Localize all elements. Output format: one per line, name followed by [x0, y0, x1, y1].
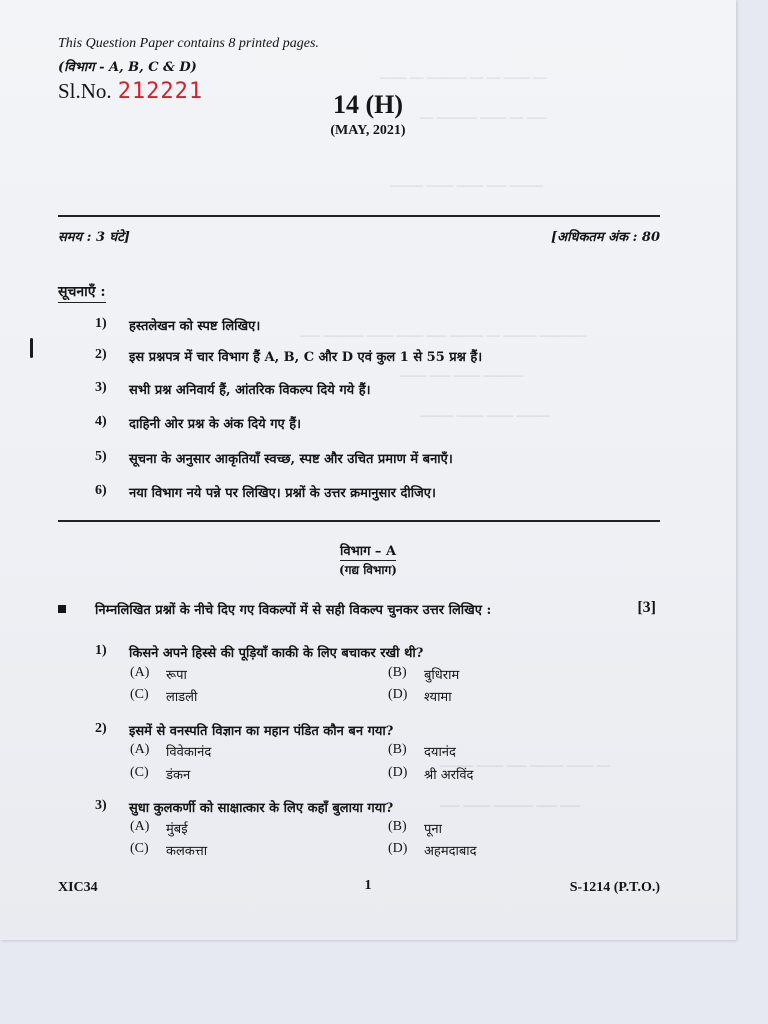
- pages-note: This Question Paper contains 8 printed pages.: [58, 36, 319, 51]
- section-heading: [0, 540, 736, 561]
- question-text: इसमें से वनस्पति विज्ञान का महान पंडित कौन बन गया?: [129, 724, 394, 739]
- show-through-text: ──── ─── ──── ──────: [400, 370, 524, 383]
- option-a: [130, 819, 188, 837]
- instruction-text: हस्तलेखन को स्पष्ट लिखिए।: [129, 319, 261, 334]
- option-d: [388, 687, 452, 705]
- show-through-text: ──── ── ────── ── ── ──── ──: [380, 72, 547, 85]
- question-text-row: [95, 643, 423, 661]
- option-a: [130, 665, 187, 683]
- section-subtitle: (गद्य विभाग): [339, 563, 397, 577]
- instruction-item: [95, 347, 482, 365]
- instruction-number: 4): [95, 414, 107, 429]
- show-through-text: ───── ──── ─── ───── ──── ──: [440, 760, 610, 773]
- option-text: मुंबई: [166, 822, 188, 837]
- question-text-row: [95, 798, 393, 816]
- show-through-text: ───── ──── ──── ─── ─────: [390, 180, 544, 193]
- instruction-number: 5): [95, 449, 107, 464]
- direction-marks: [3]: [637, 599, 656, 616]
- option-text: विवेकानंद: [166, 745, 212, 760]
- option-label: (C): [130, 687, 149, 702]
- option-label: (C): [130, 841, 149, 856]
- question-number: 2): [95, 721, 107, 736]
- time-allowed: समय : 3 घंटे]: [58, 230, 130, 245]
- option-d: [388, 765, 473, 783]
- option-label: (C): [130, 765, 149, 780]
- square-bullet-icon: [58, 605, 66, 613]
- footer-code: XIC34: [58, 880, 98, 895]
- show-through-text: ─── ────── ──── ──── ─── ───── ── ───── ───────: [300, 330, 587, 343]
- option-c: [130, 687, 197, 705]
- option-text: लाडली: [166, 690, 198, 705]
- question-text: किसने अपने हिस्से की पूड़ियाँ काकी के लिए बचाकर रखी थी?: [129, 646, 424, 661]
- section-title: विभाग – A: [340, 541, 396, 561]
- option-label: (A): [130, 819, 150, 834]
- option-label: (B): [388, 742, 407, 757]
- option-text: दयानंद: [424, 745, 456, 760]
- show-through-text: ───── ──── ──── ─────: [420, 410, 550, 423]
- option-b: [388, 742, 456, 760]
- option-label: (D): [388, 841, 408, 856]
- instruction-number: 3): [95, 380, 107, 395]
- exam-date: (MAY, 2021): [330, 123, 406, 138]
- question-number: 1): [95, 643, 107, 658]
- option-label: (A): [130, 665, 150, 680]
- instruction-item: [95, 380, 371, 398]
- option-text: श्री अरविंद: [424, 768, 474, 783]
- option-text: बुधिराम: [424, 668, 460, 683]
- option-label: (D): [388, 765, 408, 780]
- question-number: 3): [95, 798, 107, 813]
- option-b: [388, 819, 442, 837]
- serial-number: 212221: [117, 79, 204, 104]
- option-text: कलकत्ता: [166, 844, 208, 859]
- section-divider: [58, 520, 660, 522]
- question-text: सुधा कुलकर्णी को साक्षात्कार के लिए कहाँ बुलाया गया?: [129, 801, 394, 816]
- option-label: (D): [388, 687, 408, 702]
- top-divider: [58, 215, 660, 217]
- instruction-number: 6): [95, 483, 107, 498]
- instruction-item: [95, 316, 260, 334]
- instruction-item: [95, 414, 301, 432]
- option-text: डंकन: [166, 768, 191, 783]
- show-through-text: ─── ──── ────── ─── ───: [440, 800, 580, 813]
- question-text-row: [95, 721, 393, 739]
- option-a: [130, 742, 211, 760]
- option-c: [130, 841, 207, 859]
- question-direction: निम्नलिखित प्रश्नों के नीचे दिए गए विकल्पों में से सही विकल्प चुनकर उत्तर लिखिए :: [95, 603, 492, 618]
- option-text: रूपा: [166, 668, 187, 683]
- option-label: (B): [388, 819, 407, 834]
- option-b: [388, 665, 459, 683]
- instruction-text: सभी प्रश्न अनिवार्य हैं, आंतरिक विकल्प दिये गये हैं।: [129, 383, 371, 398]
- page-number: 1: [364, 878, 372, 893]
- scan-margin-mark: [30, 338, 33, 358]
- option-text: अहमदाबाद: [424, 844, 477, 859]
- sections-note: (विभाग - A, B, C & D): [58, 60, 197, 75]
- option-c: [130, 765, 190, 783]
- paper-code: 14 (H): [332, 90, 404, 119]
- option-label: (A): [130, 742, 150, 757]
- option-d: [388, 841, 477, 859]
- instruction-text: दाहिनी ओर प्रश्न के अंक दिये गए हैं।: [129, 417, 302, 432]
- instruction-text: सूचना के अनुसार आकृतियाँ स्वच्छ, स्पष्ट और उचित प्रमाण में बनाएँ।: [129, 452, 453, 467]
- instruction-number: 1): [95, 316, 107, 331]
- instruction-number: 2): [95, 347, 107, 362]
- show-through-text: ── ────── ──── ── ───: [420, 112, 547, 125]
- instruction-text: नया विभाग नये पन्ने पर लिखिए। प्रश्नों के उत्तर क्रमानुसार दीजिए।: [129, 486, 436, 501]
- instructions-heading: सूचनाएँ :: [58, 282, 106, 303]
- instruction-item: [95, 483, 436, 501]
- option-text: श्यामा: [424, 690, 452, 705]
- option-label: (B): [388, 665, 407, 680]
- instruction-item: [95, 449, 453, 467]
- serial-label: Sl.No.: [58, 79, 112, 103]
- footer-reference: S-1214 (P.T.O.): [569, 880, 660, 895]
- option-text: पूना: [424, 822, 442, 837]
- instruction-text: इस प्रश्नपत्र में चार विभाग हैं A, B, C और D एवं कुल 1 से 55 प्रश्न हैं।: [129, 350, 483, 365]
- max-marks: [अधिकतम अंक : 80: [551, 230, 660, 245]
